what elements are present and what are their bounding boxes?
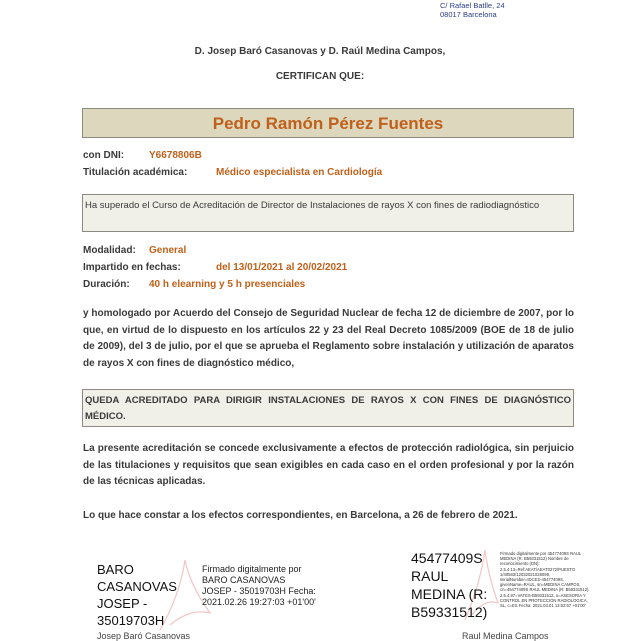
signature1-name-large: BARO CASANOVAS JOSEP - 35019703H xyxy=(97,562,177,628)
signature2-details: Firmado digitalmente por 45477409S RAUL MEDINA (R: B59331512) Nombre de reconocimiento (DN): 2.5.4.13=Ref:AEAT/AEAT0272/PUESTO 1/40583/12032021028099, serialNumber=IDCES-45477409S, givenName=RAUL, sn=MEDINA CAMPOS, cn=45477409S RAUL MEDINA (R: B59331512), 2.5.4.97=VATES-B59331512, o=ASESORIA Y CONTROL EN PROTECCION RADIOLOGICA, SL, c=ES Fecha: 2021.03.01 13:52:57 +01'00' xyxy=(500,551,590,609)
signature2-printed-name: Raul Medina Campos xyxy=(462,631,549,641)
recipient-name: Pedro Ramón Pérez Fuentes xyxy=(82,108,574,138)
homologado-paragraph: y homologado por Acuerdo del Consejo de Seguridad Nuclear de fecha 12 de diciembre de 2007, por lo que, en virtud de lo dispuesto en los artículos 22 y 23 del Real Decreto 1085/2009 (BOE de 18 de julio de 2009), del 3 de julio, por el que se aprueba el Reglamento sobre instalación y utilización de aparatos de rayos X con fines de diagnóstico médico, xyxy=(83,308,574,369)
signature2-name-large: 45477409S RAUL MEDINA (R: B59331512) xyxy=(411,550,488,620)
signature1-printed-name: Josep Baró Casanovas xyxy=(97,631,191,641)
company-address xyxy=(440,1,505,19)
acreditado-text: QUEDA ACREDITADO PARA DIRIGIR INSTALACIONES DE RAYOS X CON FINES DE DIAGNÓSTICO MÉDICO. xyxy=(85,395,571,422)
titulacion-value: Médico especialista en Cardiología xyxy=(216,167,383,178)
efectos-paragraph: La presente acreditación se concede exclusivamente a efectos de protección radiológica, sin perjuicio de las titulaciones y requisitos que sean exigibles en cada caso en el orden profesional y por la razón de las técnicas aplicadas. xyxy=(83,443,574,487)
address-line: 08017 Barcelona xyxy=(440,10,497,19)
titulacion-label: Titulación académica: xyxy=(83,167,188,178)
modalidad-value: General xyxy=(149,245,187,256)
certify-heading: CERTIFICAN QUE: xyxy=(275,71,365,82)
duracion-value: 40 h elearning y 5 h presenciales xyxy=(149,279,306,290)
signature1-details: Firmado digitalmente por BARO CASANOVAS JOSEP - 35019703H Fecha: 2021.02.26 19:27:03 +01'00' xyxy=(202,564,316,607)
address-line: C/ Rafael Batlle, 24 xyxy=(440,1,505,10)
certifiers: D. Josep Baró Casanovas y D. Raúl Medina Campos, xyxy=(194,46,446,57)
duracion-label: Duración: xyxy=(83,279,130,290)
course-box xyxy=(82,194,574,232)
dni-value: Y6678806B xyxy=(149,150,202,161)
course-text: Ha superado el Curso de Acreditación de Director de Instalaciones de rayos X con fines de radiodiagnóstico xyxy=(85,200,540,211)
constar-paragraph: Lo que hace constar a los efectos correspondientes, en Barcelona, a 26 de febrero de 2021. xyxy=(83,510,518,521)
modalidad-label: Modalidad: xyxy=(83,245,136,256)
fechas-label: Impartido en fechas: xyxy=(83,262,181,273)
dni-label: con DNI: xyxy=(83,150,125,161)
acreditado-box xyxy=(82,389,574,427)
fechas-value: del 13/01/2021 al 20/02/2021 xyxy=(216,262,348,273)
